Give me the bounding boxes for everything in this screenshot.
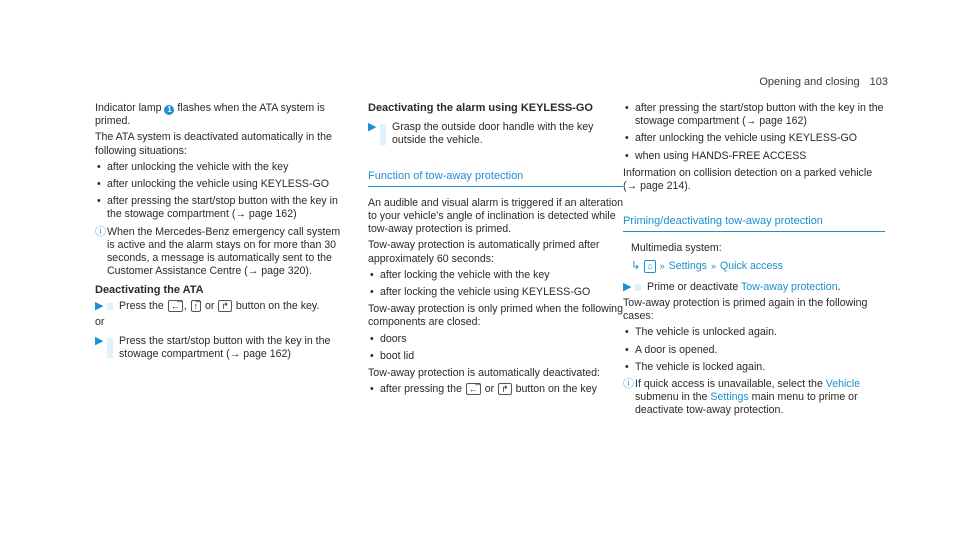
list-item xyxy=(368,333,623,346)
list-item-text: A door is opened. xyxy=(635,343,718,356)
subheading-deactivating-ata: Deactivating the ATA xyxy=(95,284,204,297)
list-item-text: after unlocking the vehicle with the key xyxy=(107,160,289,173)
page-header xyxy=(759,76,888,88)
info-note xyxy=(95,226,350,279)
step-text: Grasp the outside door handle with the key outside the vehicle. xyxy=(392,121,594,147)
play-icon: ▶ xyxy=(623,280,632,293)
instruction-step xyxy=(95,300,350,313)
boot-lid-key-icon: ↱ xyxy=(218,300,232,312)
unlock-key-icon: ←̅ xyxy=(466,383,481,395)
bullet-icon: • xyxy=(370,286,374,299)
list-item xyxy=(368,286,623,299)
settings-link: Settings xyxy=(668,259,707,272)
info-text: When the Mercedes-Benz emergency call system is active and the alarm stays on for more than 30 seconds, a message is automatically sent to the Customer Assistance Centre (→ page 320). xyxy=(107,225,341,278)
multimedia-label: Multimedia system: xyxy=(631,242,722,255)
bullet-icon: • xyxy=(625,132,629,145)
text: flashes when the ATA system is primed. xyxy=(95,102,325,128)
deactivation-list xyxy=(95,161,350,222)
text: button on the key xyxy=(512,383,597,396)
list-item xyxy=(623,102,885,128)
paragraph: Tow-away protection is automatically deactivated: xyxy=(368,367,600,380)
text: button on the key. xyxy=(232,299,320,312)
subheading-keyless-go: Deactivating the alarm using KEYLESS-GO xyxy=(368,102,593,114)
continued-list xyxy=(623,102,885,163)
list-item-text: The vehicle is locked again. xyxy=(635,360,766,373)
paragraph: Tow-away protection is primed again in the following cases: xyxy=(623,297,868,323)
path-arrow-icon: ↳ xyxy=(631,259,641,272)
list-item-text: after unlocking the vehicle using KEYLESS-GO xyxy=(107,178,329,191)
bullet-icon: • xyxy=(370,349,374,362)
info-icon: ⓘ xyxy=(95,225,106,238)
tow-away-protection-link: Tow-away protection xyxy=(741,280,838,293)
section-title-tow-away-function: Function of tow-away protection xyxy=(368,170,623,187)
section-title-priming: Priming/deactivating tow-away protection xyxy=(623,215,885,232)
list-item-text: boot lid xyxy=(380,349,415,362)
list-item xyxy=(368,350,623,363)
paragraph: Tow-away protection is only primed when the following components are closed: xyxy=(368,303,623,329)
settings-link: Settings xyxy=(710,391,749,404)
list-item xyxy=(623,132,885,145)
text: Press the xyxy=(119,299,167,312)
column-2 xyxy=(368,102,623,400)
deactivated-list xyxy=(368,383,623,396)
text: Prime or deactivate xyxy=(647,280,742,293)
paragraph: An audible and visual alarm is triggered if an alteration to your vehicle's angle of inclination is detected while tow-away protection is primed. xyxy=(368,196,623,236)
list-item xyxy=(368,383,623,396)
text: , xyxy=(183,299,190,312)
page-number: 103 xyxy=(869,76,888,88)
indicator-marker-icon: 1 xyxy=(164,105,174,115)
play-icon: ▶ xyxy=(368,121,377,134)
list-item-text: doors xyxy=(380,332,407,345)
bullet-icon: • xyxy=(625,102,629,114)
play-icon: ▶ xyxy=(95,335,104,348)
paragraph: Information on collision detection on a parked vehicle (→ page 214). xyxy=(623,166,873,193)
list-item xyxy=(623,326,885,339)
deactivation-paragraph: The ATA system is deactivated automatically in the following situations: xyxy=(95,131,332,157)
text: or xyxy=(481,383,498,396)
bullet-icon: • xyxy=(97,195,101,208)
bullet-icon: • xyxy=(625,343,629,356)
bullet-icon: • xyxy=(97,160,101,173)
priming-list xyxy=(368,269,623,299)
instruction-step xyxy=(368,121,623,147)
bullet-icon: • xyxy=(370,268,374,281)
play-icon: ▶ xyxy=(95,299,104,312)
text: after pressing the xyxy=(380,383,465,396)
boot-lid-key-icon: ↱ xyxy=(498,383,512,395)
text: . xyxy=(837,280,841,293)
text: Indicator lamp xyxy=(95,102,165,114)
list-item xyxy=(623,150,885,163)
vehicle-link: Vehicle xyxy=(825,378,860,391)
paragraph: Tow-away protection is automatically primed after approximately 60 seconds: xyxy=(368,239,600,265)
list-item-text: when using HANDS-FREE ACCESS xyxy=(635,149,807,162)
or-text: or xyxy=(95,315,105,328)
cases-list xyxy=(623,326,885,374)
text: main menu to prime or deactivate tow-away protection. xyxy=(635,391,858,417)
chevron-right-icon: » xyxy=(710,260,716,271)
bullet-icon: • xyxy=(625,149,629,162)
instruction-step xyxy=(95,335,350,361)
bullet-icon: • xyxy=(625,360,629,373)
section-title: Opening and closing xyxy=(759,76,860,88)
text: or xyxy=(202,299,218,312)
menu-path xyxy=(623,260,885,273)
chevron-right-icon: » xyxy=(659,260,665,271)
list-item xyxy=(623,344,885,357)
list-item-text: after unlocking the vehicle using KEYLESS-GO xyxy=(635,132,857,145)
bullet-icon: • xyxy=(625,326,629,339)
indicator-paragraph xyxy=(95,102,350,128)
lock-key-icon: ↑̅ xyxy=(191,300,202,312)
list-item-text: after locking the vehicle with the key xyxy=(380,268,550,281)
step-text: Press the start/stop button with the key in the stowage compartment (→ page 162) xyxy=(119,335,331,361)
bullet-icon: • xyxy=(370,332,374,345)
list-item-text: after pressing the start/stop button with the key in the stowage compartment (→ page 162) xyxy=(107,195,338,221)
list-item xyxy=(95,195,350,221)
list-item xyxy=(368,269,623,282)
list-item-text: after pressing the start/stop button with the key in the stowage compartment (→ page 162) xyxy=(635,102,884,128)
text: If quick access is unavailable, select the xyxy=(635,378,826,391)
components-list xyxy=(368,333,623,363)
bullet-icon: • xyxy=(370,383,374,396)
list-item-text: The vehicle is unlocked again. xyxy=(635,326,777,339)
unlock-key-icon: ←̅ xyxy=(168,300,183,312)
info-icon: ⓘ xyxy=(623,378,634,391)
bullet-icon: • xyxy=(97,178,101,191)
list-item xyxy=(95,178,350,191)
info-note xyxy=(623,378,885,418)
list-item xyxy=(623,361,885,374)
column-1 xyxy=(95,102,350,364)
instruction-step xyxy=(623,281,885,294)
list-item-text: after locking the vehicle using KEYLESS-GO xyxy=(380,286,591,299)
list-item xyxy=(95,161,350,174)
column-3 xyxy=(623,102,885,423)
quick-access-link: Quick access xyxy=(719,259,783,272)
text: submenu in the xyxy=(635,391,711,404)
home-icon: ⌂ xyxy=(644,260,655,273)
